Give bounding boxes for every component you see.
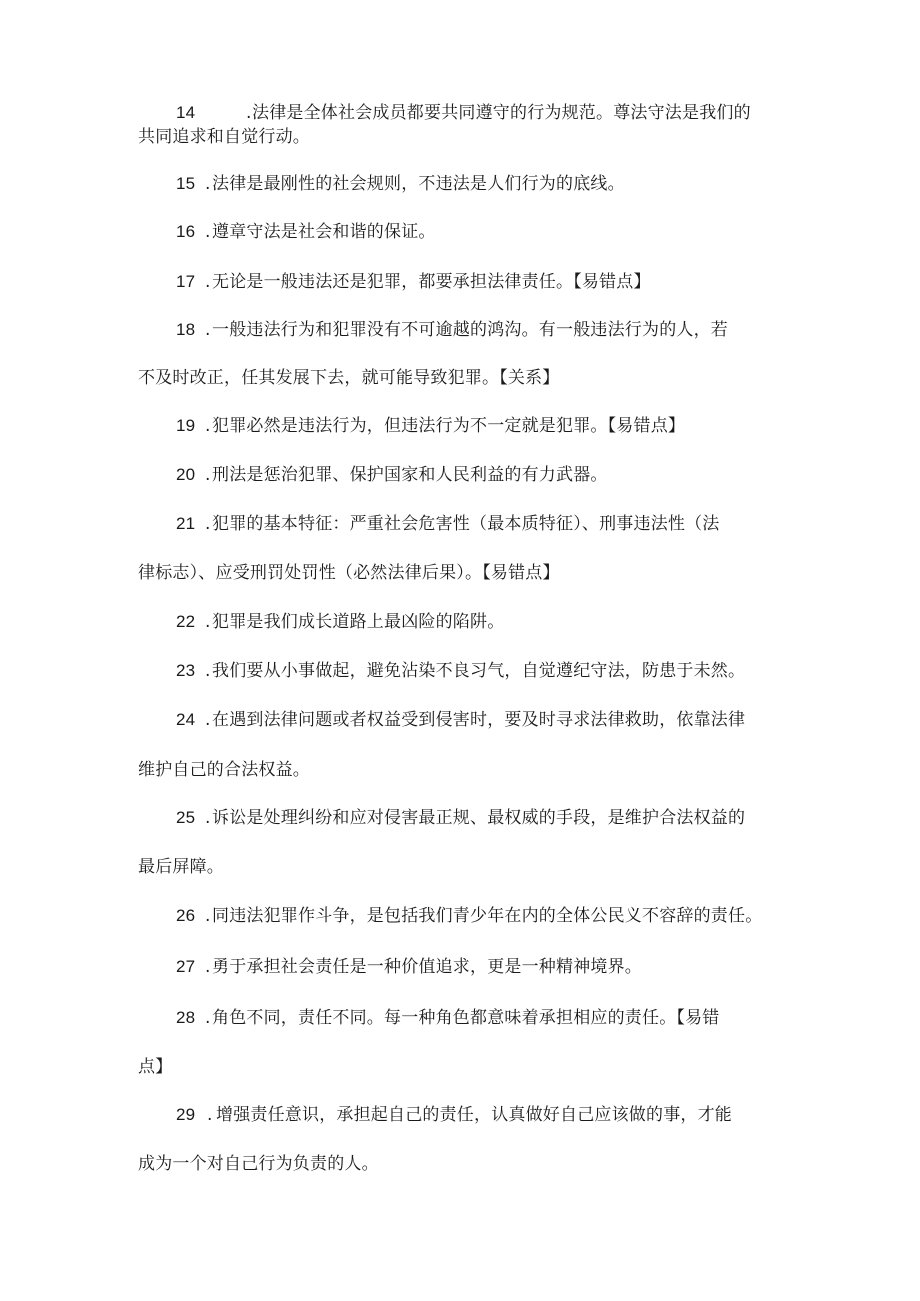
item-text: 无论是一般违法还是犯罪，都要承担法律责任。【易错点】 [212, 272, 651, 292]
item-text: 同违法犯罪作斗争，是包括我们青少年在内的全体公民义不容辞的责任。 [212, 906, 763, 926]
item-text: 角色不同，责任不同。每一种角色都意味着承担相应的责任。【易错 [212, 1008, 720, 1028]
item-text: 增强责任意识，承担起自己的责任，认真做好自己应该做的事，才能 [216, 1105, 732, 1125]
item-text: 犯罪是我们成长道路上最凶险的陷阱。 [212, 612, 505, 632]
item-dot: . [205, 514, 211, 534]
item-number: 25 [176, 808, 196, 827]
item-number: 22 [176, 612, 196, 631]
item-text: 法律是最刚性的社会规则，不违法是人们行为的底线。 [212, 174, 625, 194]
item-dot: . [205, 710, 211, 730]
item-dot: . [205, 416, 211, 436]
item-dot: . [205, 272, 211, 292]
item-number: 20 [176, 465, 196, 484]
item-text: 法律是全体社会成员都要共同遵守的行为规范。尊法守法是我们的 [252, 103, 751, 123]
item-number: 27 [176, 957, 196, 976]
item-number: 14 [176, 103, 196, 122]
item-dot: . [205, 906, 211, 926]
item-dot: . [246, 103, 252, 123]
item-dot: . [205, 222, 211, 242]
item-text-continued: 不及时改正，任其发展下去，就可能导致犯罪。【关系】 [138, 368, 560, 388]
item-text-continued: 维护自己的合法权益。 [138, 760, 310, 780]
item-text: 勇于承担社会责任是一种价值追求，更是一种精神境界。 [212, 957, 642, 977]
item-dot: . [205, 612, 211, 632]
item-number: 29 [176, 1105, 196, 1124]
item-dot: . [207, 1105, 213, 1125]
item-number: 23 [176, 661, 196, 680]
item-dot: . [205, 957, 211, 977]
item-number: 17 [176, 272, 196, 291]
item-text: 犯罪的基本特征：严重社会危害性（最本质特征）、刑事违法性（法 [212, 514, 720, 534]
item-text-continued: 律标志）、应受刑罚处罚性（必然法律后果）。【易错点】 [138, 563, 560, 583]
item-dot: . [205, 320, 211, 340]
item-number: 28 [176, 1008, 196, 1027]
item-number: 26 [176, 906, 196, 925]
item-dot: . [205, 661, 211, 681]
item-text: 诉讼是处理纠纷和应对侵害最正规、最权威的手段，是维护合法权益的 [212, 808, 746, 828]
item-text-continued: 最后屏障。 [138, 857, 224, 877]
item-text-continued: 点】 [138, 1057, 173, 1077]
item-text: 一般违法行为和犯罪没有不可逾越的鸿沟。有一般违法行为的人，若 [212, 320, 728, 340]
item-dot: . [205, 174, 211, 194]
item-number: 19 [176, 416, 196, 435]
item-dot: . [205, 1008, 211, 1028]
item-dot: . [205, 465, 211, 485]
item-number: 21 [176, 514, 196, 533]
item-text: 犯罪必然是违法行为，但违法行为不一定就是犯罪。【易错点】 [212, 416, 686, 436]
item-number: 18 [176, 320, 196, 339]
item-number: 15 [176, 174, 196, 193]
item-text: 在遇到法律问题或者权益受到侵害时，要及时寻求法律救助，依靠法律 [212, 710, 746, 730]
item-text-continued: 成为一个对自己行为负责的人。 [138, 1154, 379, 1174]
item-text: 我们要从小事做起，避免沾染不良习气，自觉遵纪守法，防患于未然。 [212, 661, 746, 681]
item-text: 遵章守法是社会和谐的保证。 [212, 222, 436, 242]
item-dot: . [205, 808, 211, 828]
item-number: 24 [176, 710, 196, 729]
item-text: 刑法是惩治犯罪、保护国家和人民利益的有力武器。 [212, 465, 608, 485]
item-text-continued: 共同追求和自觉行动。 [138, 127, 310, 147]
item-number: 16 [176, 222, 196, 241]
